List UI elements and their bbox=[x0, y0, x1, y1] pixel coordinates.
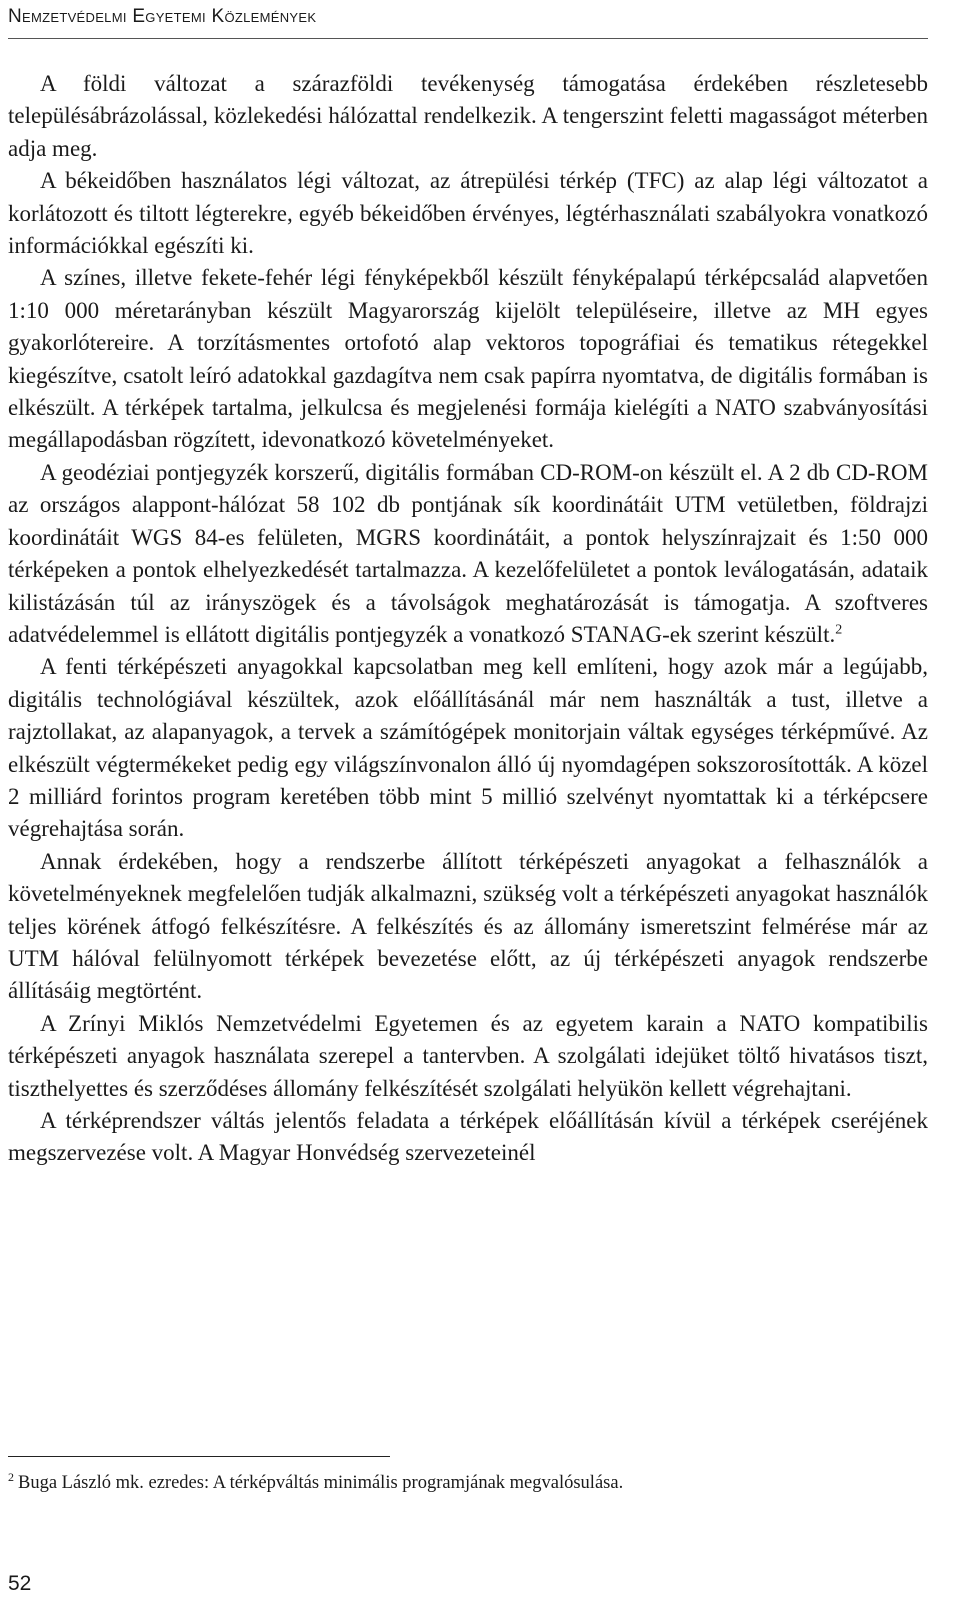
footnote-reference[interactable]: 2 bbox=[835, 622, 843, 638]
paragraph-text: A színes, illetve fekete-fehér légi fényképekből készült fényképalapú térképcsalád alapvetően 1:10 000 méretarányban készült Magyarország kijelölt településeire, illetve az MH egyes gyakorlótereire. A torzításmentes ortofotó alap vektoros topográfiai és tematikus rétegekkel kiegészítve, csatolt leíró adatokkal gazdagítva nem csak papírra nyomtatva, de digitális formában is elkészült. A térképek tartalma, jelkulcsa és megjelenési formája kielégíti a NATO szabványosítási megállapodásban rögzített, idevonatkozó követelményeket. bbox=[8, 265, 928, 453]
footnote bbox=[8, 1470, 928, 1496]
paragraph bbox=[8, 1105, 928, 1170]
paragraph-text: A geodéziai pontjegyzék korszerű, digitális formában CD-ROM-on készült el. A 2 db CD-ROM az országos alappont-hálózat 58 102 db pontjának sík koordinátáit UTM vetületben, földrajzi koordinátáit WGS 84-es felületen, MGRS koordinátáit, a pontok helyszínrajzait és 1:50 000 térképeken a pontok elhelyezkedését tartalmazza. A kezelőfelületet a pontok leválogatásán, adataik kilistázásán túl az irányszögek és a távolságok meghatározását is támogatja. A szoftveres adatvédelemmel is ellátott digitális pontjegyzék a vonatkozó STANAG-ek szerint készült. bbox=[8, 459, 928, 647]
paragraph bbox=[8, 262, 928, 456]
paragraph bbox=[8, 651, 928, 845]
body-text bbox=[8, 68, 928, 1170]
paragraph-text: A fenti térképészeti anyagokkal kapcsolatban meg kell említeni, hogy azok már a legújabb, digitális technológiával készültek, azok előállításánál már nem használták a tust, illetve a rajztollakat, az alapanyagok, a tervek a számítógépek monitorjain váltak egységes térképművé. Az elkészült végtermékeket pedig egy világszínvonalon álló új nyomdagépen sokszorosították. A közel 2 milliárd forintos program keretében több mint 5 millió szelvényt nyomtattak ki a térképcsere végrehajtása során. bbox=[8, 654, 928, 842]
paragraph-text: Annak érdekében, hogy a rendszerbe állított térképészeti anyagokat a felhasználók a követelményeknek megfelelően tudják alkalmazni, szükség volt a térképészeti anyagokat használók teljes körének átfogó felkészítésre. A felkészítés és az állomány ismeretszint felmérése már az UTM hálóval felülnyomott térképek bevezetése előtt, az új térképészeti anyagok rendszerbe állításáig megtörtént. bbox=[8, 848, 928, 1004]
paragraph bbox=[8, 1008, 928, 1105]
footnote-divider bbox=[8, 1456, 390, 1457]
paragraph-text: A térképrendszer váltás jelentős feladata a térképek előállításán kívül a térképek cseréjének megszervezése volt. A Magyar Honvédség szervezeteinél bbox=[8, 1108, 928, 1166]
footnote-number: 2 bbox=[8, 1469, 14, 1484]
paragraph bbox=[8, 68, 928, 165]
paragraph-text: A békeidőben használatos légi változat, az átrepülési térkép (TFC) az alap légi változatot a korlátozott és tiltott légterekre, egyéb békeidőben érvényes, légtérhasználati szabályokra vonatkozó információkkal egészíti ki. bbox=[8, 168, 928, 259]
paragraph bbox=[8, 165, 928, 262]
paragraph bbox=[8, 846, 928, 1008]
paragraph-text: A Zrínyi Miklós Nemzetvédelmi Egyetemen és az egyetem karain a NATO kompatibilis térképészeti anyagok használata szerepel a tantervben. A szolgálati idejüket töltő hivatásos tiszt, tiszthelyettes és szerződéses állomány felkészítését szolgálati helyükön kellett végrehajtani. bbox=[8, 1010, 928, 1101]
paragraph bbox=[8, 457, 928, 651]
paragraph-text: A földi változat a szárazföldi tevékenység támogatása érdekében részletesebb településábrázolással, közlekedési hálózattal rendelkezik. A tengerszint feletti magasságot méterben adja meg. bbox=[8, 71, 928, 161]
header-divider bbox=[8, 38, 928, 39]
footnote-text: Buga László mk. ezredes: A térképváltás minimális programjának megvalósulása. bbox=[18, 1473, 624, 1493]
page-number: 52 bbox=[8, 1572, 32, 1595]
running-header: Nemzetvédelmi Egyetemi Közlemények bbox=[8, 6, 317, 27]
